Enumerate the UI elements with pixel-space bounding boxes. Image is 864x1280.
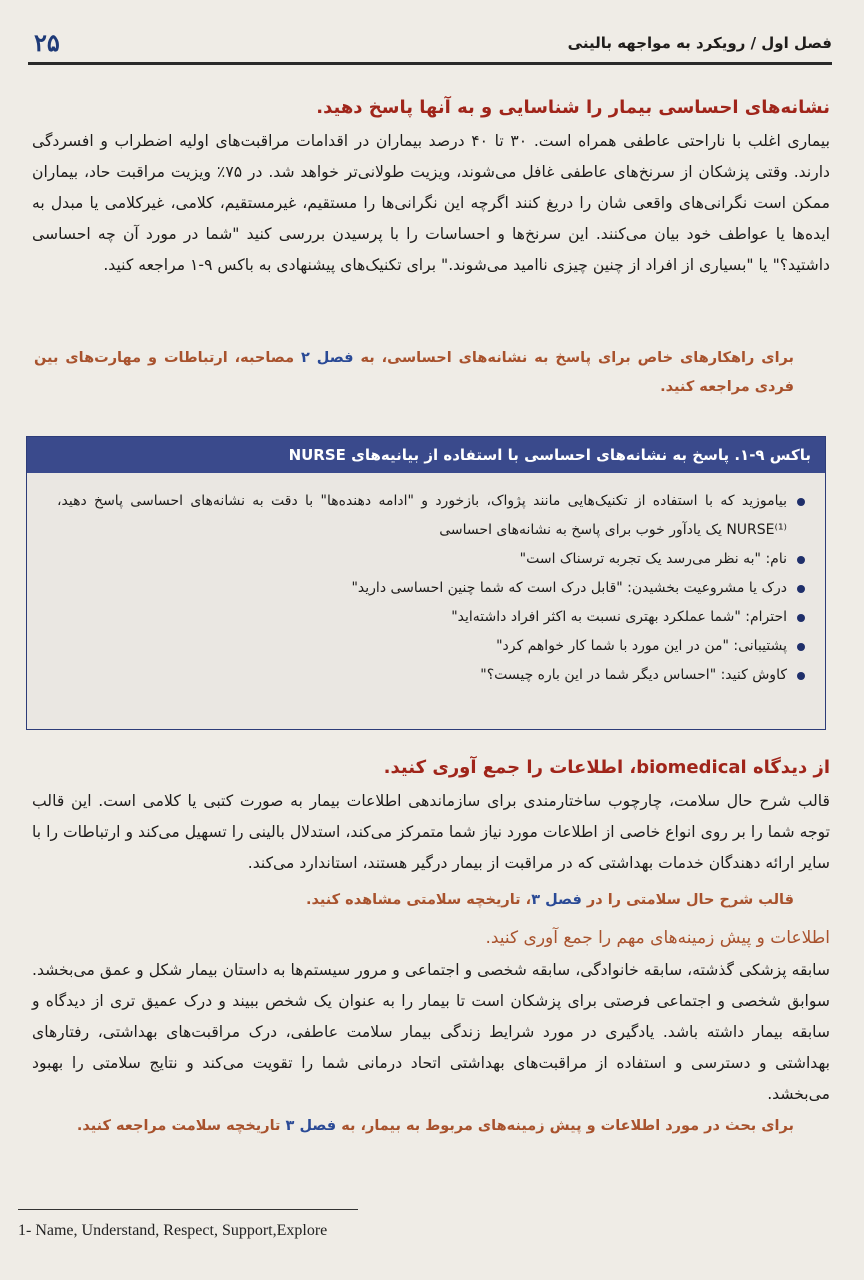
note-text: قالب شرح حال سلامتی را در (581, 892, 794, 908)
chapter-reference: فصل ۲ (301, 350, 354, 366)
bullet-icon (797, 614, 805, 622)
bullet-icon (797, 498, 805, 506)
cross-reference-note-2 (34, 886, 794, 915)
box-bullet-list (27, 473, 825, 690)
footnote: 1- Name, Understand, Respect, Support,Explore (18, 1222, 328, 1239)
running-head: فصل اول / رویکرد به مواجهه بالینی (567, 34, 832, 52)
note-text-end: ، تاریخچه سلامتی مشاهده کنید. (305, 892, 532, 908)
section-heading-background: اطلاعات و پیش زمینه‌های مهم را جمع آوری کنید. (485, 928, 830, 948)
note-text: برای بحث در مورد اطلاعات و پیش زمینه‌های مربوط به بیمار، به (336, 1118, 794, 1134)
cross-reference-note-3 (34, 1112, 794, 1141)
chapter-reference: فصل ۳ (285, 1118, 337, 1134)
note-text-end: مصاحبه، ارتباطات و مهارت‌های بین فردی مراجعه کنید. (34, 350, 794, 395)
header-rule (28, 62, 832, 65)
page-header (28, 28, 832, 60)
paragraph-background: سابقه پزشکی گذشته، سابقه خانوادگی، سابقه شخصی و اجتماعی و مرور سیستم‌ها به داستان بیمار شکل و عمق می‌بخشد. سوابق شخصی و اجتماعی فرصتی برای پزشکان است تا بیمار را به عنوان یک شخص ببیند و درک عمیق تری از دیدگاه و سابقه بیمار داشته باشد. یادگیری در مورد شرایط زندگی بیمار سلامت عاطفی، درک مراقبت‌های بهداشتی، رفتارهای بهداشتی و دسترسی و استفاده از مراقبت‌های بهداشتی اتحاد درمانی شما را تقویت می‌کند و نتایج سلامتی را بهبود می‌بخشد. (32, 961, 830, 1103)
note-text: برای راهکارهای خاص برای پاسخ به نشانه‌های احساسی، به (353, 350, 795, 366)
paragraph-biomedical: قالب شرح حال سلامت، چارچوب ساختارمندی برای سازماندهی اطلاعات بیمار به صورت کتبی یا کلامی است. این قالب توجه شما را بر روی انواع خاصی از اطلاعات مورد نیاز شما متمرکز می‌کند، استدلال بالینی را تسهیل می‌کند و ارتباطات را با سایر ارائه دهندگان خدمات بهداشتی که در مراقبت از بیمار درگیر هستند، استاندارد می‌کند. (32, 792, 830, 872)
cross-reference-note-1 (34, 344, 794, 402)
list-item: نام: "به نظر می‌رسد یک تجربه ترسناک است" (57, 545, 805, 574)
section-heading-biomedical: از دیدگاه biomedical، اطلاعات را جمع آوری کنید. (383, 757, 830, 778)
box-nurse-statements (26, 436, 826, 730)
bullet-icon (797, 672, 805, 680)
page-number: ۲۵ (34, 28, 60, 57)
chapter-reference: فصل ۳ (531, 892, 582, 908)
footnote-rule (18, 1209, 358, 1210)
bullet-icon (797, 643, 805, 651)
list-item: کاوش کنید: "احساس دیگر شما در این باره چیست؟" (57, 661, 805, 690)
list-item: پشتیبانی: "من در این مورد با شما کار خواهم کرد" (57, 632, 805, 661)
list-item: درک یا مشروعیت بخشیدن: "قابل درک است که شما چنین احساسی دارید" (57, 574, 805, 603)
paragraph-emotional-cues: بیماری اغلب با ناراحتی عاطفی همراه است. ۳۰ تا ۴۰ درصد بیماران در اقدامات مراقبت‌های اولیه اضطراب و افسردگی دارند. وقتی پزشکان از سرنخ‌های عاطفی غافل می‌شوند، ویزیت طولانی‌تر خواهد شد. در ۷۵٪ ویزیت مراقبت حاد، بیماران ممکن است نگرانی‌های واقعی شان را دریغ کنند اگرچه این نگرانی‌ها را مستقیم، غیرمستقیم، کلامی، غیرکلامی یا مبدل به ایده‌ها یا عواطف خود بیان می‌کنند. این سرنخ‌ها و احساسات را با پرسیدن بررسی کنید "شما در مورد آن چه احساسی داشتید؟" یا "بسیاری از افراد از چنین چیزی ناامید می‌شوند." برای تکنیک‌های پیشنهادی به باکس ۹-۱ مراجعه کنید. (32, 132, 830, 274)
list-item: احترام: "شما عملکرد بهتری نسبت به اکثر افراد داشته‌اید" (57, 603, 805, 632)
list-item: بیاموزید که با استفاده از تکنیک‌هایی مانند پژواک، بازخورد و "ادامه دهنده‌ها" با دقت به نشانه‌های احساسی پاسخ دهید، NURSE⁽¹⁾ یک یادآور خوب برای پاسخ به نشانه‌های احساسی (57, 487, 805, 545)
note-text-end: تاریخچه سلامت مراجعه کنید. (76, 1118, 286, 1134)
section-heading-emotional-cues: نشانه‌های احساسی بیمار را شناسایی و به آنها پاسخ دهید. (316, 97, 830, 118)
bullet-icon (797, 556, 805, 564)
box-title: باکس ۹-۱. پاسخ به نشانه‌های احساسی با استفاده از بیانیه‌های NURSE (27, 437, 825, 473)
bullet-icon (797, 585, 805, 593)
